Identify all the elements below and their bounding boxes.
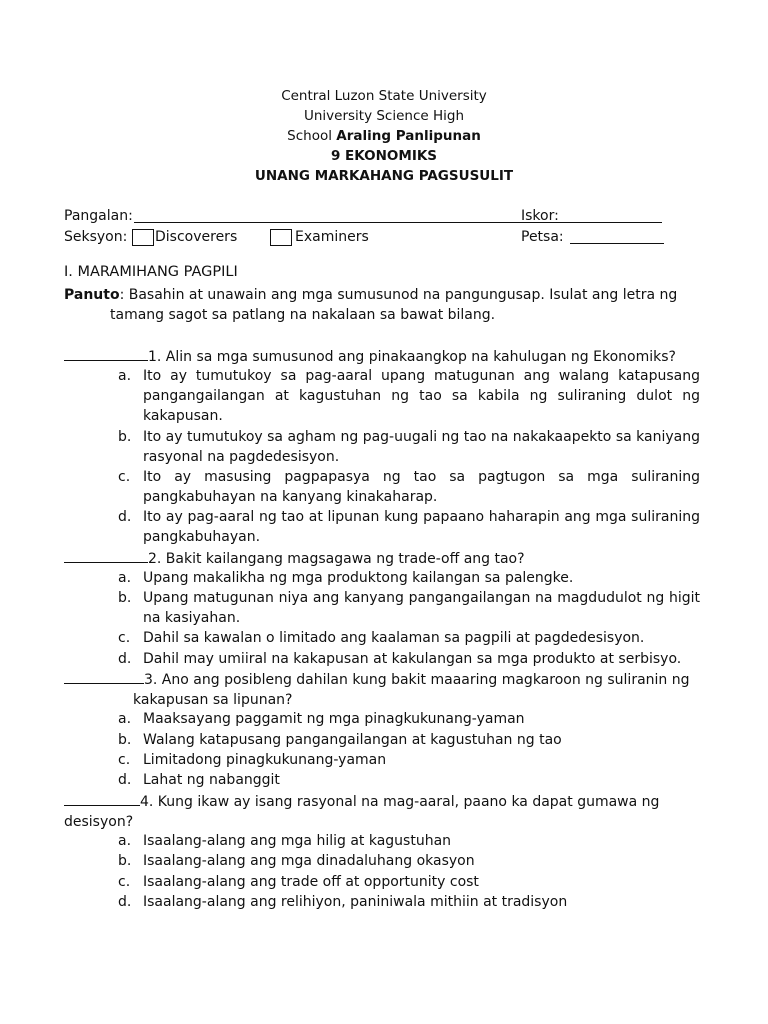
seksyon-label: Seksyon: xyxy=(64,229,128,245)
option-letter: a. xyxy=(118,711,132,727)
option-text: Lahat ng nabanggit xyxy=(143,772,280,788)
panuto-text-cont: tamang sagot sa patlang na nakalaan sa bawat bilang. xyxy=(110,307,496,323)
subject-name: Araling Panlipunan xyxy=(336,128,481,144)
answer-blank-3[interactable] xyxy=(64,669,144,684)
question-1-option-a xyxy=(118,366,700,426)
discoverers-checkbox[interactable] xyxy=(132,229,154,246)
question-4-option-d xyxy=(118,892,700,912)
question-3-text-cont: kakapusan sa lipunan? xyxy=(133,692,293,708)
pangalan-label: Pangalan: xyxy=(64,208,133,224)
option-text: Limitadong pinagkukunang-yaman xyxy=(143,752,387,768)
section-date-row xyxy=(64,229,704,249)
option-text: Walang katapusang pangangailangan at kagustuhan ng tao xyxy=(143,732,562,748)
examiners-label: Examiners xyxy=(295,229,369,245)
question-2-option-d xyxy=(118,649,700,669)
question-2-option-a xyxy=(118,568,700,588)
question-1-option-b xyxy=(118,427,700,467)
school-name: University Science High xyxy=(303,108,465,124)
examiners-checkbox[interactable] xyxy=(270,229,292,246)
option-letter: c. xyxy=(118,874,131,890)
question-2-option-b xyxy=(118,588,700,628)
option-letter: c. xyxy=(118,469,131,485)
question-1-stem xyxy=(64,346,700,367)
option-letter: c. xyxy=(118,752,131,768)
option-text: Ito ay tumutukoy sa agham ng pag-uugali ng tao na nakakaapekto sa kaniyang rasyonal na pagdedesisyon. xyxy=(143,429,700,465)
option-letter: d. xyxy=(118,651,132,667)
option-text: Isaalang-alang ang trade off at opportunity cost xyxy=(143,874,479,890)
question-4-option-b xyxy=(118,851,700,871)
option-text: Isaalang-alang ang mga dinadaluhang okasyon xyxy=(143,853,475,869)
option-letter: b. xyxy=(118,590,132,606)
option-text: Ito ay pag-aaral ng tao at lipunan kung papaano haharapin ang mga suliraning pangkabuhayan. xyxy=(143,509,700,545)
discoverers-label: Discoverers xyxy=(155,229,238,245)
option-letter: c. xyxy=(118,630,131,646)
option-text: Maaksayang paggamit ng mga pinagkukunang-yaman xyxy=(143,711,525,727)
question-3-option-c xyxy=(118,750,700,770)
panuto-text: : Basahin at unawain ang mga sumusunod na pangungusap. Isulat ang letra ng xyxy=(119,287,678,303)
answer-blank-2[interactable] xyxy=(64,548,148,563)
pangalan-field[interactable] xyxy=(134,208,584,223)
option-text: Upang makalikha ng mga produktong kailangan sa palengke. xyxy=(143,570,574,586)
option-text: Dahil sa kawalan o limitado ang kaalaman sa pagpili at pagdedesisyon. xyxy=(143,630,645,646)
iskor-label: Iskor: xyxy=(521,208,559,224)
question-3-option-b xyxy=(118,730,700,750)
exam-title: UNANG MARKAHANG PAGSUSULIT xyxy=(254,168,514,184)
subject-line xyxy=(0,126,768,146)
question-2-text: 2. Bakit kailangang magsagawa ng trade-off ang tao? xyxy=(148,551,525,567)
option-letter: a. xyxy=(118,570,132,586)
question-2-stem xyxy=(64,548,700,569)
question-4-stem xyxy=(64,791,700,832)
instructions xyxy=(64,285,700,325)
option-text: Isaalang-alang ang mga hilig at kagustuhan xyxy=(143,833,452,849)
question-4-option-c xyxy=(118,872,700,892)
section-title: I. MARAMIHANG PAGPILI xyxy=(64,264,238,280)
option-letter: a. xyxy=(118,368,132,384)
option-letter: d. xyxy=(118,772,132,788)
option-letter: b. xyxy=(118,853,132,869)
question-3-option-a xyxy=(118,709,700,729)
option-text: Ito ay tumutukoy sa pag-aaral upang matugunan ang walang katapusang pangangailangan at kagustuhan ng tao sa kabila ng suliraning dulot ng kakapusan. xyxy=(143,368,700,424)
option-text: Ito ay masusing pagpapasya ng tao sa pagtugon sa mga suliraning pangkabuhayan na kanyang kinakaharap. xyxy=(143,469,700,505)
option-text: Upang matugunan niya ang kanyang pangangailangan na magdudulot ng higit na kasiyahan. xyxy=(143,590,700,626)
question-3-option-d xyxy=(118,770,700,790)
question-4-text: 4. Kung ikaw ay isang rasyonal na mag-aaral, paano ka dapat gumawa ng xyxy=(140,794,660,810)
option-letter: b. xyxy=(118,732,132,748)
option-letter: d. xyxy=(118,894,132,910)
option-text: Isaalang-alang ang relihiyon, paniniwala mithiin at tradisyon xyxy=(143,894,568,910)
subject-prefix: School xyxy=(287,128,337,144)
name-score-row xyxy=(64,208,704,228)
option-letter: a. xyxy=(118,833,132,849)
question-1-option-d xyxy=(118,507,700,547)
panuto-label: Panuto xyxy=(64,287,120,303)
course-title: 9 EKONOMIKS xyxy=(330,148,438,164)
petsa-field[interactable] xyxy=(570,229,664,244)
iskor-field[interactable] xyxy=(568,208,662,223)
answer-blank-4[interactable] xyxy=(64,791,140,806)
document-header xyxy=(0,86,768,186)
question-4-option-a xyxy=(118,831,700,851)
question-1-text: 1. Alin sa mga sumusunod ang pinakaangkop na kahulugan ng Ekonomiks? xyxy=(148,349,676,365)
petsa-label: Petsa: xyxy=(521,229,564,245)
option-letter: d. xyxy=(118,509,132,525)
option-text: Dahil may umiiral na kakapusan at kakulangan sa mga produkto at serbisyo. xyxy=(143,651,682,667)
question-4-text-cont: desisyon? xyxy=(64,814,134,830)
question-2-option-c xyxy=(118,628,700,648)
question-3-stem xyxy=(64,669,700,710)
question-1-option-c xyxy=(118,467,700,507)
option-letter: b. xyxy=(118,429,132,445)
answer-blank-1[interactable] xyxy=(64,346,148,361)
university-name: Central Luzon State University xyxy=(281,88,487,104)
question-3-text: 3. Ano ang posibleng dahilan kung bakit maaaring magkaroon ng suliranin ng xyxy=(144,672,690,688)
